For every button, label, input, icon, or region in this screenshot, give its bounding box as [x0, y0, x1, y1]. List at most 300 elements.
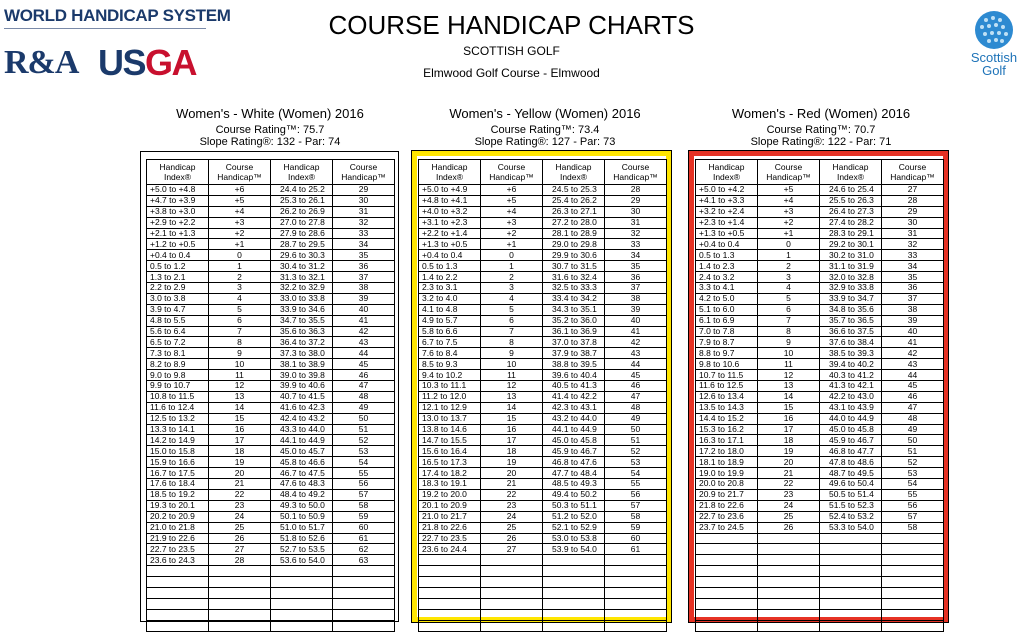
index-range-cell: 0.5 to 1.3	[696, 250, 758, 261]
course-handicap-cell	[605, 555, 667, 566]
course-handicap-cell: 35	[605, 261, 667, 272]
table-row	[696, 544, 944, 555]
index-range-cell: 40.3 to 41.2	[820, 370, 882, 381]
course-rating: Course Rating™: 70.7	[766, 124, 876, 136]
course-handicap-cell: 29	[605, 195, 667, 206]
course-handicap-cell	[333, 609, 395, 620]
course-handicap-cell: 29	[333, 185, 395, 196]
course-handicap-cell: 18	[481, 446, 543, 457]
index-range-cell: 28.7 to 29.5	[271, 239, 333, 250]
course-handicap-cell	[758, 544, 820, 555]
course-handicap-cell: 13	[481, 391, 543, 402]
index-range-cell: 45.0 to 45.7	[271, 446, 333, 457]
table-row	[147, 587, 395, 598]
index-range-cell: 38.1 to 38.9	[271, 359, 333, 370]
index-range-cell: +0.4 to 0.4	[696, 239, 758, 250]
col-header-index: Handicap Index®	[147, 160, 209, 185]
index-range-cell: 53.9 to 54.0	[543, 544, 605, 555]
index-range-cell: 15.3 to 16.2	[696, 424, 758, 435]
course-handicap-cell: +1	[209, 239, 271, 250]
course-handicap-cell: 53	[882, 468, 944, 479]
course-handicap-cell: +5	[481, 195, 543, 206]
scottish-golf-line1: Scottish	[970, 50, 1018, 65]
course-handicap-cell	[882, 533, 944, 544]
course-handicap-cell: 27	[882, 185, 944, 196]
index-range-cell: 50.3 to 51.1	[543, 500, 605, 511]
index-range-cell	[820, 544, 882, 555]
index-range-cell: 30.2 to 31.0	[820, 250, 882, 261]
course-handicap-cell: +3	[481, 217, 543, 228]
course-handicap-cell: 38	[333, 283, 395, 294]
index-range-cell: 4.1 to 4.8	[419, 304, 481, 315]
index-range-cell: 26.2 to 26.9	[271, 206, 333, 217]
table-row	[147, 489, 395, 500]
page-title: COURSE HANDICAP CHARTS	[328, 10, 695, 40]
course-handicap-cell: 4	[758, 283, 820, 294]
course-handicap-cell: 15	[758, 402, 820, 413]
course-handicap-cell: 41	[882, 337, 944, 348]
course-handicap-cell: 44	[605, 359, 667, 370]
table-row	[147, 391, 395, 402]
index-range-cell: 38.8 to 39.5	[543, 359, 605, 370]
course-handicap-cell: 16	[209, 424, 271, 435]
course-handicap-cell: 20	[481, 468, 543, 479]
index-range-cell: 29.2 to 30.1	[820, 239, 882, 250]
index-range-cell: 22.7 to 23.6	[696, 511, 758, 522]
table-row	[147, 381, 395, 392]
course-handicap-cell: 49	[882, 424, 944, 435]
course-handicap-cell: +1	[481, 239, 543, 250]
index-range-cell: 4.8 to 5.5	[147, 315, 209, 326]
course-handicap-cell: 6	[758, 304, 820, 315]
course-handicap-cell: 12	[758, 370, 820, 381]
course-handicap-cell: 5	[481, 304, 543, 315]
table-row	[696, 511, 944, 522]
table-row	[147, 293, 395, 304]
course-handicap-cell: 3	[481, 283, 543, 294]
course-handicap-cell: 42	[605, 337, 667, 348]
course-name: Elmwood Golf Course - Elmwood	[423, 66, 600, 80]
course-handicap-cell	[758, 566, 820, 577]
index-range-cell: 48.4 to 49.2	[271, 489, 333, 500]
table-row	[419, 283, 667, 294]
col-header-index: Handicap Index®	[419, 160, 481, 185]
course-handicap-cell: 11	[758, 359, 820, 370]
course-handicap-cell: 2	[209, 272, 271, 283]
course-handicap-cell: 34	[605, 250, 667, 261]
course-handicap-cell	[481, 587, 543, 598]
table-row	[419, 337, 667, 348]
table-row	[147, 522, 395, 533]
index-range-cell: 35.7 to 36.5	[820, 315, 882, 326]
index-range-cell: 49.6 to 50.4	[820, 479, 882, 490]
course-handicap-cell: 60	[333, 522, 395, 533]
index-range-cell: 24.4 to 25.2	[271, 185, 333, 196]
index-range-cell: 24.6 to 25.4	[820, 185, 882, 196]
slope-rating: Slope Rating®: 132 - Par: 74	[199, 136, 341, 148]
course-handicap-cell: 56	[605, 489, 667, 500]
index-range-cell: 31.3 to 32.1	[271, 272, 333, 283]
table-row	[147, 457, 395, 468]
table-row	[419, 479, 667, 490]
index-range-cell: 52.4 to 53.2	[820, 511, 882, 522]
index-range-cell: 51.8 to 52.6	[271, 533, 333, 544]
index-range-cell: 31.1 to 31.9	[820, 261, 882, 272]
course-handicap-cell: 3	[209, 283, 271, 294]
course-handicap-cell: 47	[605, 391, 667, 402]
index-range-cell: 36.4 to 37.2	[271, 337, 333, 348]
course-handicap-cell	[605, 609, 667, 620]
index-range-cell	[147, 598, 209, 609]
index-range-cell: 39.4 to 40.2	[820, 359, 882, 370]
index-range-cell: 52.7 to 53.5	[271, 544, 333, 555]
course-handicap-cell	[758, 587, 820, 598]
index-range-cell: 12.6 to 13.4	[696, 391, 758, 402]
course-handicap-cell: 2	[758, 261, 820, 272]
course-handicap-cell: 0	[209, 250, 271, 261]
index-range-cell: 41.4 to 42.2	[543, 391, 605, 402]
index-range-cell: 38.5 to 39.3	[820, 348, 882, 359]
course-handicap-cell: 61	[333, 533, 395, 544]
index-range-cell: 45.8 to 46.6	[271, 457, 333, 468]
index-range-cell: 8.5 to 9.3	[419, 359, 481, 370]
table-row	[147, 239, 395, 250]
course-handicap-cell: +1	[758, 228, 820, 239]
index-range-cell: 46.8 to 47.6	[543, 457, 605, 468]
index-range-cell: +4.7 to +3.9	[147, 195, 209, 206]
course-handicap-cell	[209, 577, 271, 588]
course-handicap-cell: 9	[209, 348, 271, 359]
course-handicap-cell: 32	[333, 217, 395, 228]
index-range-cell: 0.5 to 1.2	[147, 261, 209, 272]
course-handicap-cell: 17	[481, 435, 543, 446]
index-range-cell: 11.2 to 12.0	[419, 391, 481, 402]
index-range-cell: 15.6 to 16.4	[419, 446, 481, 457]
chart-panel-white	[140, 151, 399, 622]
course-handicap-cell: 5	[209, 304, 271, 315]
index-range-cell: 1.4 to 2.3	[696, 261, 758, 272]
course-handicap-cell: 21	[758, 468, 820, 479]
course-handicap-cell: 51	[605, 435, 667, 446]
index-range-cell: 3.3 to 4.1	[696, 283, 758, 294]
table-row	[696, 413, 944, 424]
course-handicap-cell: 14	[209, 402, 271, 413]
course-handicap-cell: 55	[333, 468, 395, 479]
course-handicap-cell: 45	[882, 381, 944, 392]
table-row	[147, 468, 395, 479]
course-handicap-cell: 6	[481, 315, 543, 326]
index-range-cell: 6.5 to 7.2	[147, 337, 209, 348]
index-range-cell: 7.6 to 8.4	[419, 348, 481, 359]
handicap-table-red	[695, 159, 944, 632]
index-range-cell	[271, 598, 333, 609]
index-range-cell: 7.9 to 8.7	[696, 337, 758, 348]
randa-logo: R&A	[4, 44, 79, 81]
table-row	[696, 435, 944, 446]
course-handicap-cell: 36	[882, 283, 944, 294]
index-range-cell	[419, 566, 481, 577]
course-handicap-cell: 57	[605, 500, 667, 511]
index-range-cell: 9.9 to 10.7	[147, 381, 209, 392]
tee-title-yellow: Women's - Yellow (Women) 2016	[449, 106, 641, 121]
table-row	[696, 195, 944, 206]
index-range-cell: 43.2 to 44.0	[543, 413, 605, 424]
index-range-cell	[147, 577, 209, 588]
index-range-cell: 22.7 to 23.5	[147, 544, 209, 555]
table-row	[419, 555, 667, 566]
course-handicap-cell: 33	[333, 228, 395, 239]
index-range-cell: 36.6 to 37.5	[820, 326, 882, 337]
index-range-cell: 13.5 to 14.3	[696, 402, 758, 413]
index-range-cell: 13.0 to 13.7	[419, 413, 481, 424]
table-row	[419, 500, 667, 511]
course-handicap-cell: +3	[209, 217, 271, 228]
course-handicap-cell: 25	[481, 522, 543, 533]
course-handicap-cell: 52	[882, 457, 944, 468]
course-handicap-cell: 34	[882, 261, 944, 272]
index-range-cell: +2.1 to +1.3	[147, 228, 209, 239]
index-range-cell: 12.1 to 12.9	[419, 402, 481, 413]
index-range-cell	[271, 609, 333, 620]
table-row	[419, 293, 667, 304]
index-range-cell: 3.0 to 3.8	[147, 293, 209, 304]
table-row	[696, 391, 944, 402]
course-handicap-cell: 43	[605, 348, 667, 359]
course-handicap-cell: 34	[333, 239, 395, 250]
course-handicap-cell: 14	[758, 391, 820, 402]
index-range-cell: 31.6 to 32.4	[543, 272, 605, 283]
table-row	[419, 424, 667, 435]
course-handicap-cell: 12	[209, 381, 271, 392]
index-range-cell	[696, 577, 758, 588]
table-row	[147, 250, 395, 261]
slope-rating: Slope Rating®: 127 - Par: 73	[474, 136, 616, 148]
index-range-cell: 36.1 to 36.9	[543, 326, 605, 337]
index-range-cell: 43.3 to 44.0	[271, 424, 333, 435]
course-handicap-cell: 44	[333, 348, 395, 359]
index-range-cell: 16.7 to 17.5	[147, 468, 209, 479]
index-range-cell: 11.6 to 12.5	[696, 381, 758, 392]
course-handicap-cell: 37	[882, 293, 944, 304]
course-handicap-cell: 41	[605, 326, 667, 337]
table-row	[696, 250, 944, 261]
course-handicap-cell	[209, 598, 271, 609]
course-handicap-cell: 54	[605, 468, 667, 479]
course-handicap-cell: 46	[605, 381, 667, 392]
course-handicap-cell: 54	[882, 479, 944, 490]
course-handicap-cell: 39	[605, 304, 667, 315]
course-handicap-cell: 23	[481, 500, 543, 511]
table-row	[419, 511, 667, 522]
course-handicap-cell: +5	[758, 185, 820, 196]
table-row	[419, 522, 667, 533]
index-range-cell: 48.7 to 49.5	[820, 468, 882, 479]
handicap-table-yellow	[418, 159, 667, 632]
course-handicap-cell: 6	[209, 315, 271, 326]
course-handicap-cell	[882, 587, 944, 598]
index-range-cell: 47.7 to 48.4	[543, 468, 605, 479]
index-range-cell: 32.0 to 32.8	[820, 272, 882, 283]
course-handicap-cell: 33	[882, 250, 944, 261]
index-range-cell	[696, 598, 758, 609]
course-handicap-cell: 52	[605, 446, 667, 457]
table-row	[696, 566, 944, 577]
course-handicap-cell: 44	[882, 370, 944, 381]
course-handicap-cell	[333, 598, 395, 609]
table-row	[419, 381, 667, 392]
course-handicap-cell: +2	[758, 217, 820, 228]
index-range-cell: 40.5 to 41.3	[543, 381, 605, 392]
table-row	[147, 359, 395, 370]
course-handicap-cell: 21	[209, 479, 271, 490]
course-handicap-cell: 26	[209, 533, 271, 544]
course-handicap-cell: 45	[333, 359, 395, 370]
course-handicap-cell: 19	[758, 446, 820, 457]
index-range-cell: 37.0 to 37.8	[543, 337, 605, 348]
table-row	[696, 261, 944, 272]
course-handicap-cell	[481, 598, 543, 609]
index-range-cell: 19.3 to 20.1	[147, 500, 209, 511]
index-range-cell	[820, 566, 882, 577]
course-handicap-cell	[481, 566, 543, 577]
chart-panel-red	[689, 151, 948, 622]
index-range-cell	[696, 566, 758, 577]
index-range-cell: +5.0 to +4.8	[147, 185, 209, 196]
index-range-cell: 27.9 to 28.6	[271, 228, 333, 239]
course-handicap-cell: +6	[481, 185, 543, 196]
course-handicap-cell: 45	[605, 370, 667, 381]
index-range-cell: 34.7 to 35.5	[271, 315, 333, 326]
index-range-cell: 24.5 to 25.3	[543, 185, 605, 196]
index-range-cell: 18.1 to 18.9	[696, 457, 758, 468]
index-range-cell: 32.2 to 32.9	[271, 283, 333, 294]
index-range-cell: 21.0 to 21.8	[147, 522, 209, 533]
table-row	[696, 424, 944, 435]
table-row	[419, 359, 667, 370]
course-handicap-cell	[758, 609, 820, 620]
course-handicap-cell: 1	[481, 261, 543, 272]
course-handicap-cell: 29	[882, 206, 944, 217]
index-range-cell: 45.9 to 46.7	[543, 446, 605, 457]
course-handicap-cell: 17	[758, 424, 820, 435]
index-range-cell: 33.9 to 34.6	[271, 304, 333, 315]
index-range-cell: 6.1 to 6.9	[696, 315, 758, 326]
table-row	[696, 228, 944, 239]
course-handicap-cell: +4	[481, 206, 543, 217]
index-range-cell: 32.5 to 33.3	[543, 283, 605, 294]
index-range-cell: 29.0 to 29.8	[543, 239, 605, 250]
course-handicap-cell: 62	[333, 544, 395, 555]
course-handicap-cell: 40	[333, 304, 395, 315]
table-row	[419, 598, 667, 609]
course-handicap-cell: 33	[605, 239, 667, 250]
index-range-cell: 35.2 to 36.0	[543, 315, 605, 326]
index-range-cell: 4.9 to 5.7	[419, 315, 481, 326]
tee-title-white: Women's - White (Women) 2016	[176, 106, 364, 121]
course-handicap-cell: 11	[209, 370, 271, 381]
table-row	[696, 293, 944, 304]
course-handicap-cell	[758, 533, 820, 544]
course-handicap-cell: 22	[758, 479, 820, 490]
table-row	[696, 370, 944, 381]
index-range-cell: 2.4 to 3.2	[696, 272, 758, 283]
table-row	[147, 402, 395, 413]
course-handicap-cell: 42	[333, 326, 395, 337]
table-row	[696, 402, 944, 413]
table-row	[147, 206, 395, 217]
course-handicap-cell	[882, 609, 944, 620]
table-row	[147, 566, 395, 577]
course-handicap-cell: 8	[209, 337, 271, 348]
rating-yellow	[410, 124, 680, 148]
index-range-cell: 28.1 to 28.9	[543, 228, 605, 239]
index-range-cell	[543, 566, 605, 577]
index-range-cell: 21.8 to 22.6	[696, 500, 758, 511]
index-range-cell	[271, 587, 333, 598]
index-range-cell: 34.8 to 35.6	[820, 304, 882, 315]
course-handicap-cell: 32	[605, 228, 667, 239]
course-handicap-cell: 18	[758, 435, 820, 446]
table-row	[696, 609, 944, 620]
table-row	[696, 500, 944, 511]
index-range-cell: +1.2 to +0.5	[147, 239, 209, 250]
index-range-cell: 8.2 to 8.9	[147, 359, 209, 370]
table-row	[696, 337, 944, 348]
index-range-cell: 18.3 to 19.1	[419, 479, 481, 490]
course-handicap-cell: 35	[333, 250, 395, 261]
course-handicap-cell: 19	[481, 457, 543, 468]
index-range-cell: 9.0 to 9.8	[147, 370, 209, 381]
index-range-cell	[696, 533, 758, 544]
table-row	[147, 348, 395, 359]
course-handicap-cell: 31	[882, 228, 944, 239]
index-range-cell: +5.0 to +4.2	[696, 185, 758, 196]
page-subtitle: SCOTTISH GOLF	[463, 44, 560, 58]
course-handicap-cell	[333, 587, 395, 598]
course-handicap-cell: 15	[481, 413, 543, 424]
index-range-cell: 42.4 to 43.2	[271, 413, 333, 424]
course-handicap-cell: 14	[481, 402, 543, 413]
course-handicap-cell: 31	[605, 217, 667, 228]
course-handicap-cell: 53	[333, 446, 395, 457]
index-range-cell: 23.6 to 24.4	[419, 544, 481, 555]
index-range-cell: 27.0 to 27.8	[271, 217, 333, 228]
index-range-cell: 26.3 to 27.1	[543, 206, 605, 217]
index-range-cell: 5.8 to 6.6	[419, 326, 481, 337]
index-range-cell	[696, 609, 758, 620]
index-range-cell: 37.6 to 38.4	[820, 337, 882, 348]
course-handicap-cell: 10	[481, 359, 543, 370]
tee-title-red: Women's - Red (Women) 2016	[731, 106, 911, 121]
index-range-cell	[543, 555, 605, 566]
index-range-cell	[543, 609, 605, 620]
course-handicap-cell: 58	[882, 522, 944, 533]
course-handicap-cell: 13	[209, 391, 271, 402]
course-handicap-cell: 56	[333, 479, 395, 490]
course-handicap-cell	[209, 609, 271, 620]
col-header-course-handicap: Course Handicap™	[882, 160, 944, 185]
course-handicap-cell: 63	[333, 555, 395, 566]
table-row	[419, 413, 667, 424]
course-handicap-cell: 13	[758, 381, 820, 392]
handicap-table-white	[146, 159, 395, 632]
chart-panel-yellow	[412, 151, 671, 622]
course-handicap-cell: 49	[333, 402, 395, 413]
course-handicap-cell: 31	[333, 206, 395, 217]
table-row	[419, 195, 667, 206]
course-handicap-cell: 51	[882, 446, 944, 457]
index-range-cell: +0.4 to 0.4	[147, 250, 209, 261]
